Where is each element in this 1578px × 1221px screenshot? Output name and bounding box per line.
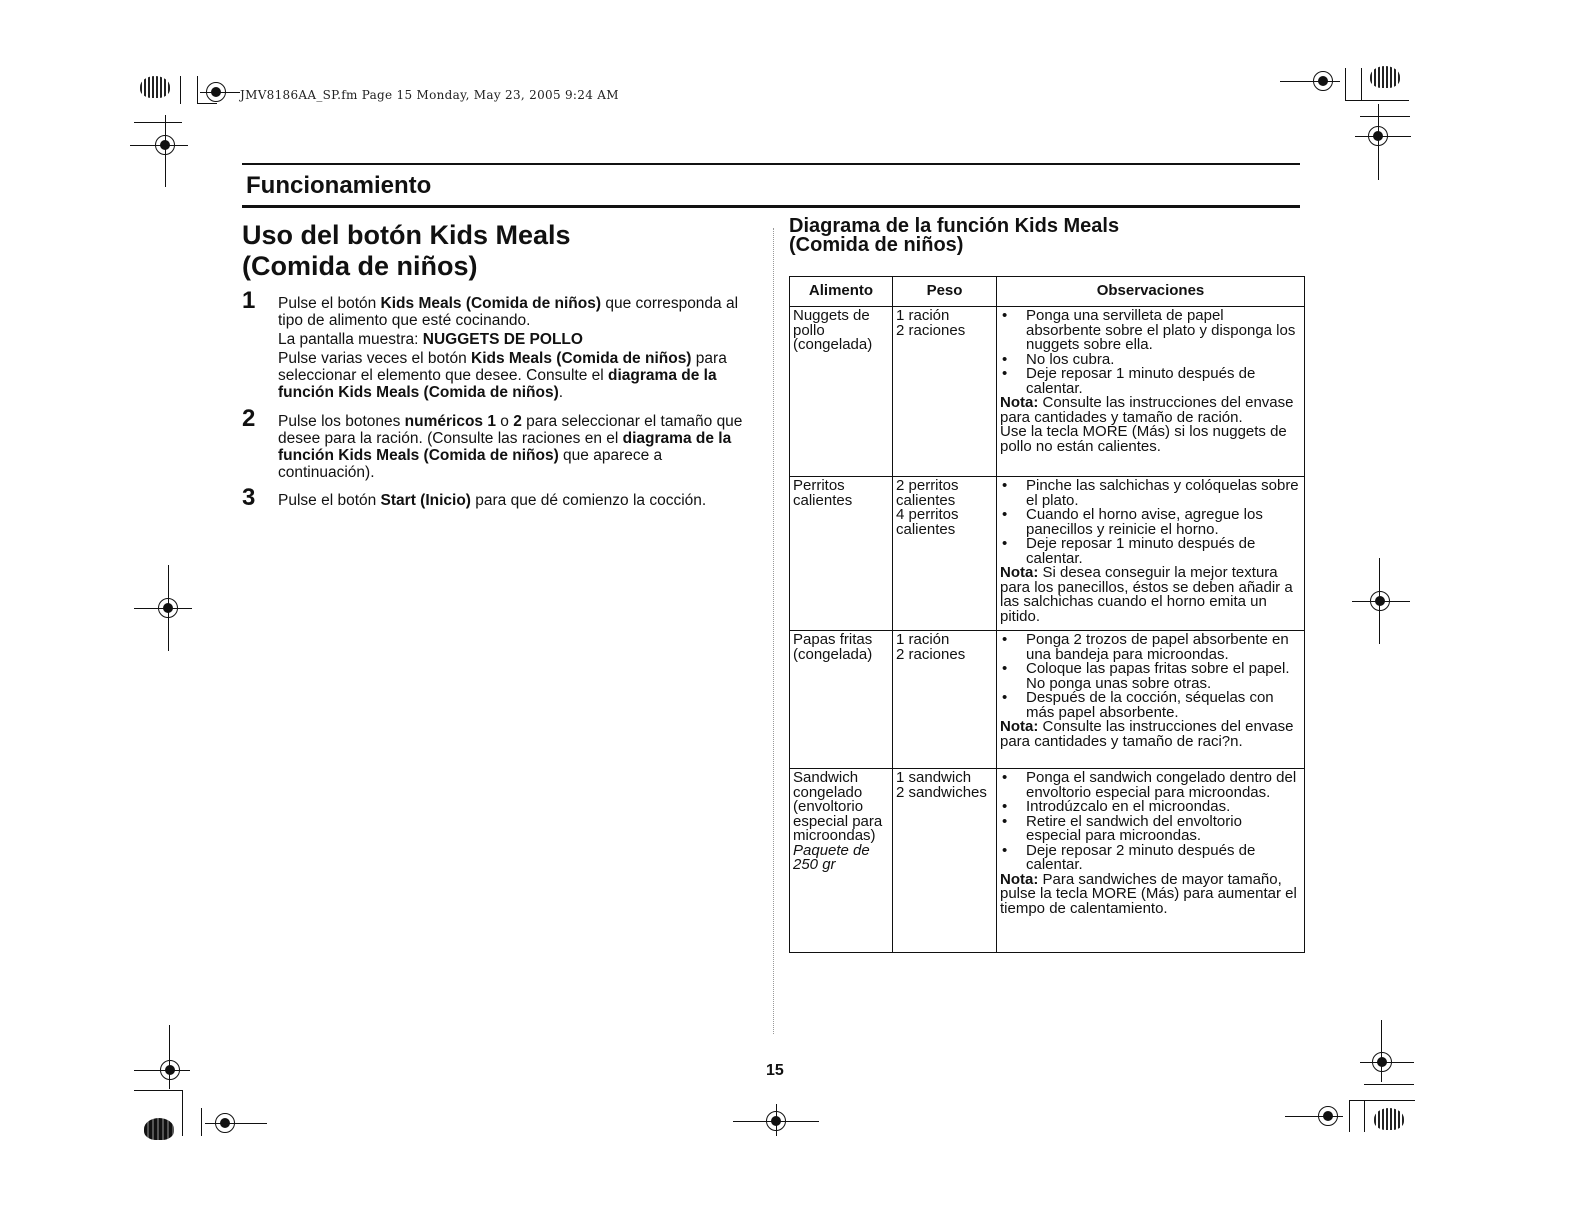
food-cell: Perritos calientes (790, 477, 893, 631)
crop-line (180, 76, 181, 104)
printer-mark-icon (1374, 1108, 1404, 1130)
note: Nota: Si desea conseguir la mejor textura para los panecillos, éstos se deben añadir a las salchichas cuando el horno emita un pitido. (1000, 564, 1293, 625)
list-item: • Introdúzcalo en el microondas. (1000, 800, 1301, 815)
column-header: Alimento (790, 277, 893, 307)
header-rule (242, 205, 1300, 208)
crop-line (165, 115, 166, 187)
notes-cell (997, 307, 1305, 477)
table-header-row (790, 277, 1305, 307)
crop-line (134, 1070, 190, 1071)
list-item: • Deje reposar 1 minuto después de calentar. (1000, 367, 1301, 396)
notes-cell (997, 631, 1305, 769)
header-rule (242, 163, 1300, 165)
list-item: • No los cubra. (1000, 353, 1301, 368)
crop-line (1280, 81, 1340, 82)
table-row (790, 307, 1305, 477)
right-heading-line: Diagrama de la función Kids Meals (789, 215, 1120, 237)
crop-line (201, 1108, 202, 1136)
note: Nota: Consulte las instrucciones del envase para cantidades y tamaño de ración. (1000, 394, 1294, 426)
crop-line (1349, 1100, 1415, 1101)
step-1 (242, 287, 762, 401)
step-2 (242, 405, 762, 481)
crop-line (134, 608, 192, 609)
note: Nota: Consulte las instrucciones del envase para cantidades y tamaño de raci?n. (1000, 718, 1294, 750)
right-heading (789, 217, 1289, 255)
list-item: • Pinche las salchichas y colóquelas sobre el plato. (1000, 479, 1301, 508)
crop-line (168, 565, 169, 651)
list-item: • Retire el sandwich del envoltorio especial para microondas. (1000, 815, 1301, 844)
notes-cell (997, 477, 1305, 631)
food-cell: Sandwich congelado (envoltorio especial para microondas) Paquete de 250 gr (790, 769, 893, 953)
printer-mark-icon (140, 76, 170, 98)
file-slug: JMV8186AA_SP.fm Page 15 Monday, May 23, 2005 9:24 AM (240, 88, 619, 102)
crop-line (130, 145, 188, 146)
crop-line (134, 1090, 182, 1091)
table-row (790, 631, 1305, 769)
crop-line (1364, 1100, 1365, 1132)
crop-line (182, 1090, 183, 1136)
column-header: Peso (893, 277, 997, 307)
table-row (790, 769, 1305, 953)
list-item: • Ponga una servilleta de papel absorbente sobre el plato y disponga los nuggets sobre ella. (1000, 309, 1301, 353)
left-heading-line: (Comida de niños) (242, 251, 478, 281)
column-header: Observaciones (997, 277, 1305, 307)
note-extra: Use la tecla MORE (Más) si los nuggets de pollo no están calientes. (1000, 423, 1287, 455)
list-item: • Coloque las papas fritas sobre el papel. No ponga unas sobre otras. (1000, 662, 1301, 691)
list-item: • Después de la cocción, séquelas con más papel absorbente. (1000, 691, 1301, 720)
crop-line (1360, 116, 1410, 117)
step-number: 1 (242, 287, 256, 314)
printer-mark-icon (144, 1118, 174, 1140)
crop-line (197, 76, 198, 104)
crop-line (205, 1123, 267, 1124)
crop-line (1345, 100, 1409, 101)
left-heading (242, 220, 762, 282)
crop-line (134, 122, 182, 123)
note: Nota: Para sandwiches de mayor tamaño, pulse la tecla MORE (Más) para aumentar el tiempo de calentamiento. (1000, 870, 1297, 917)
weight-cell: 1 sandwich 2 sandwiches (893, 769, 997, 953)
column-divider (773, 228, 774, 1034)
crop-line (1360, 1062, 1414, 1063)
crop-line (1349, 1100, 1350, 1132)
step-text: Pulse el botón Kids Meals (Comida de niños) que corresponda al tipo de alimento que esté cocinando. (278, 295, 739, 329)
step-number: 2 (242, 405, 256, 432)
list-item: • Deje reposar 1 minuto después de calentar. (1000, 537, 1301, 566)
step-text: Pulse el botón Start (Inicio) para que dé comienzo la cocción. (278, 492, 707, 509)
crop-line (197, 103, 217, 104)
step-text: Pulse los botones numéricos 1 o 2 para seleccionar el tamaño que desee para la ración. (Consulte las raciones en el diagrama de la función Kids Meals (Comida de niños) que aparece a continuación). (278, 413, 743, 481)
step-3 (242, 484, 762, 511)
right-heading-line: (Comida de niños) (789, 234, 964, 256)
crop-line (1355, 136, 1411, 137)
notes-cell (997, 769, 1305, 953)
crop-line (1379, 558, 1380, 644)
crop-line (1285, 1116, 1343, 1117)
food-cell: Papas fritas (congelada) (790, 631, 893, 769)
list-item: • Cuando el horno avise, agregue los panecillos y reinicie el horno. (1000, 508, 1301, 537)
step-text: La pantalla muestra: NUGGETS DE POLLO (278, 331, 583, 348)
printer-mark-icon (1370, 66, 1400, 88)
step-text: Pulse varias veces el botón Kids Meals (Comida de niños) para seleccionar el elemento que desee. Consulte el diagrama de la función Kids Meals (Comida de niños). (278, 350, 727, 401)
kids-meals-table (789, 276, 1305, 953)
left-heading-line: Uso del botón Kids Meals (242, 220, 571, 250)
weight-cell: 1 ración 2 raciones (893, 631, 997, 769)
crop-line (1381, 1020, 1382, 1082)
list-item: • Ponga 2 trozos de papel absorbente en una bandeja para microondas. (1000, 633, 1301, 662)
crop-line (1361, 68, 1362, 100)
crop-line (1352, 601, 1410, 602)
crop-line (1345, 68, 1346, 100)
list-item: • Deje reposar 2 minuto después de calentar. (1000, 844, 1301, 873)
food-cell: Nuggets de pollo (congelada) (790, 307, 893, 477)
section-title: Funcionamiento (246, 172, 432, 199)
weight-cell: 1 ración 2 raciones (893, 307, 997, 477)
crop-line (1364, 1084, 1414, 1085)
list-item: • Ponga el sandwich congelado dentro del envoltorio especial para microondas. (1000, 771, 1301, 800)
weight-cell: 2 perritos calientes 4 perritos calientes (893, 477, 997, 631)
crop-line (169, 1025, 170, 1089)
page-number: 15 (766, 1062, 784, 1079)
table-row (790, 477, 1305, 631)
crop-line (776, 1104, 777, 1136)
crop-line (1378, 104, 1379, 180)
step-number: 3 (242, 484, 256, 511)
crop-line (200, 92, 240, 93)
